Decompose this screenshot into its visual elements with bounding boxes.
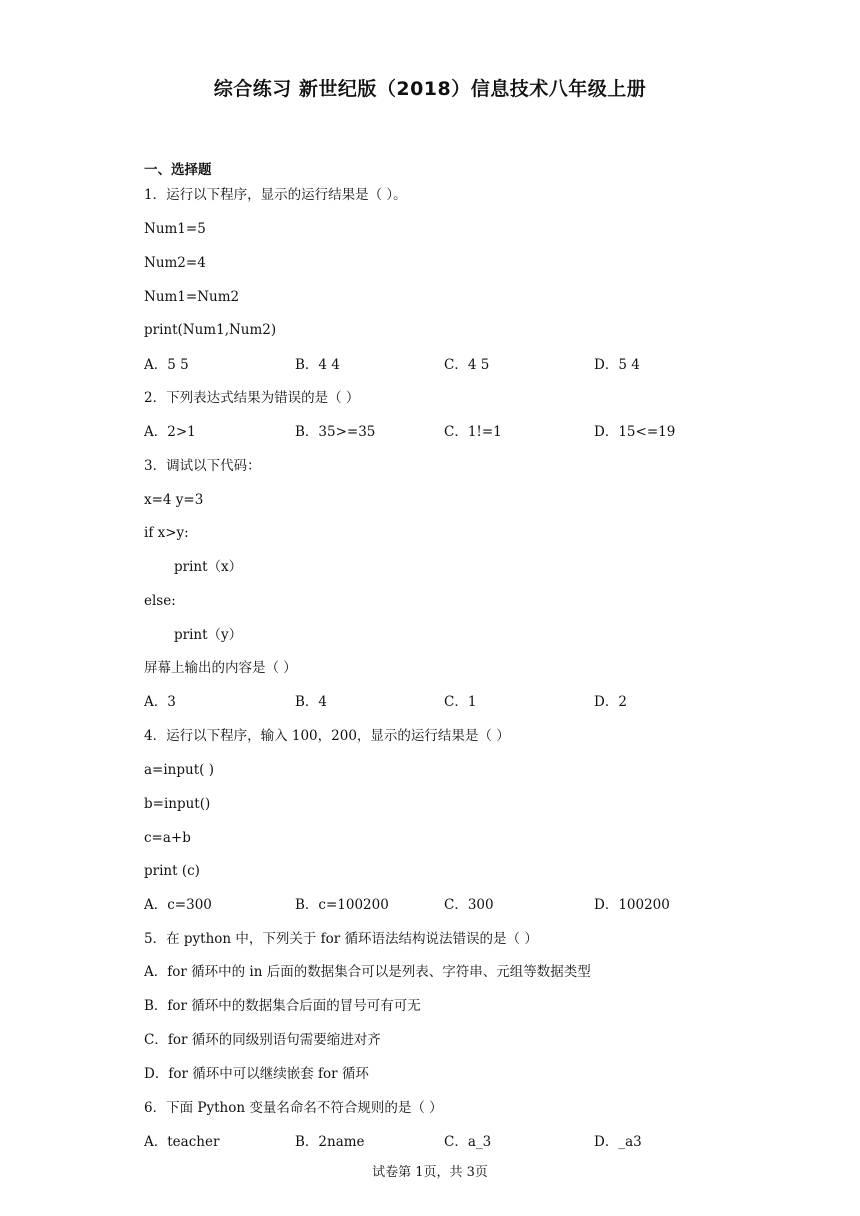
code-line: print(Num1,Num2) xyxy=(144,322,277,338)
option-d: D．_a3 xyxy=(594,1134,642,1150)
option-c: C．1 xyxy=(444,694,477,710)
option-c: C．1!=1 xyxy=(444,424,502,440)
option-a: A．3 xyxy=(144,694,176,710)
question-2-stem: 2．下列表达式结果为错误的是（ ） xyxy=(144,390,360,406)
option-c: C．for 循环的同级别语句需要缩进对齐 xyxy=(144,1032,381,1048)
option-d: D．5 4 xyxy=(594,357,640,373)
option-b: B．35>=35 xyxy=(295,424,376,440)
question-4-stem: 4．运行以下程序，输入 100，200，显示的运行结果是（ ） xyxy=(144,728,510,744)
section-heading: 一、选择题 xyxy=(144,162,212,178)
code-line: if x>y: xyxy=(144,525,189,541)
option-a: A．c=300 xyxy=(144,897,212,913)
question-3-stem: 3．调试以下代码： xyxy=(144,458,261,474)
code-line: Num1=5 xyxy=(144,221,206,237)
question-5-stem: 5．在 python 中，下列关于 for 循环语法结构说法错误的是（ ） xyxy=(144,931,538,947)
option-c: C．4 5 xyxy=(444,357,490,373)
code-line: print (c) xyxy=(144,863,200,879)
code-line: print（x） xyxy=(174,559,243,575)
question-3-question: 屏幕上输出的内容是（ ） xyxy=(144,660,297,676)
code-line: a=input( ) xyxy=(144,762,214,778)
option-b: B．4 xyxy=(295,694,328,710)
option-d: D．15<=19 xyxy=(594,424,676,440)
option-c: C．300 xyxy=(444,897,494,913)
option-d: D．for 循环中可以继续嵌套 for 循环 xyxy=(144,1066,369,1082)
code-line: Num1=Num2 xyxy=(144,289,240,305)
option-a: A．2>1 xyxy=(144,424,196,440)
code-line: else: xyxy=(144,593,176,609)
option-a: A．teacher xyxy=(144,1134,220,1150)
code-line: c=a+b xyxy=(144,830,191,846)
option-a: A．5 5 xyxy=(144,357,189,373)
option-a: A．for 循环中的 in 后面的数据集合可以是列表、字符串、元组等数据类型 xyxy=(144,964,591,980)
code-line: b=input() xyxy=(144,796,211,812)
option-b: B．4 4 xyxy=(295,357,340,373)
option-b: B．c=100200 xyxy=(295,897,389,913)
option-b: B．for 循环中的数据集合后面的冒号可有可无 xyxy=(144,998,421,1014)
option-b: B．2name xyxy=(295,1134,365,1150)
page-footer: 试卷第 1页，共 3页 xyxy=(372,1165,488,1180)
code-line: Num2=4 xyxy=(144,255,206,271)
option-d: D．100200 xyxy=(594,897,670,913)
question-1-stem: 1．运行以下程序，显示的运行结果是（ ）。 xyxy=(144,187,407,203)
code-line: x=4 y=3 xyxy=(144,492,204,508)
option-d: D．2 xyxy=(594,694,627,710)
question-6-stem: 6．下面 Python 变量名命名不符合规则的是（ ） xyxy=(144,1100,443,1116)
option-c: C．a_3 xyxy=(444,1134,492,1150)
code-line: print（y） xyxy=(174,627,243,643)
page-title: 综合练习 新世纪版（2018）信息技术八年级上册 xyxy=(213,78,647,100)
